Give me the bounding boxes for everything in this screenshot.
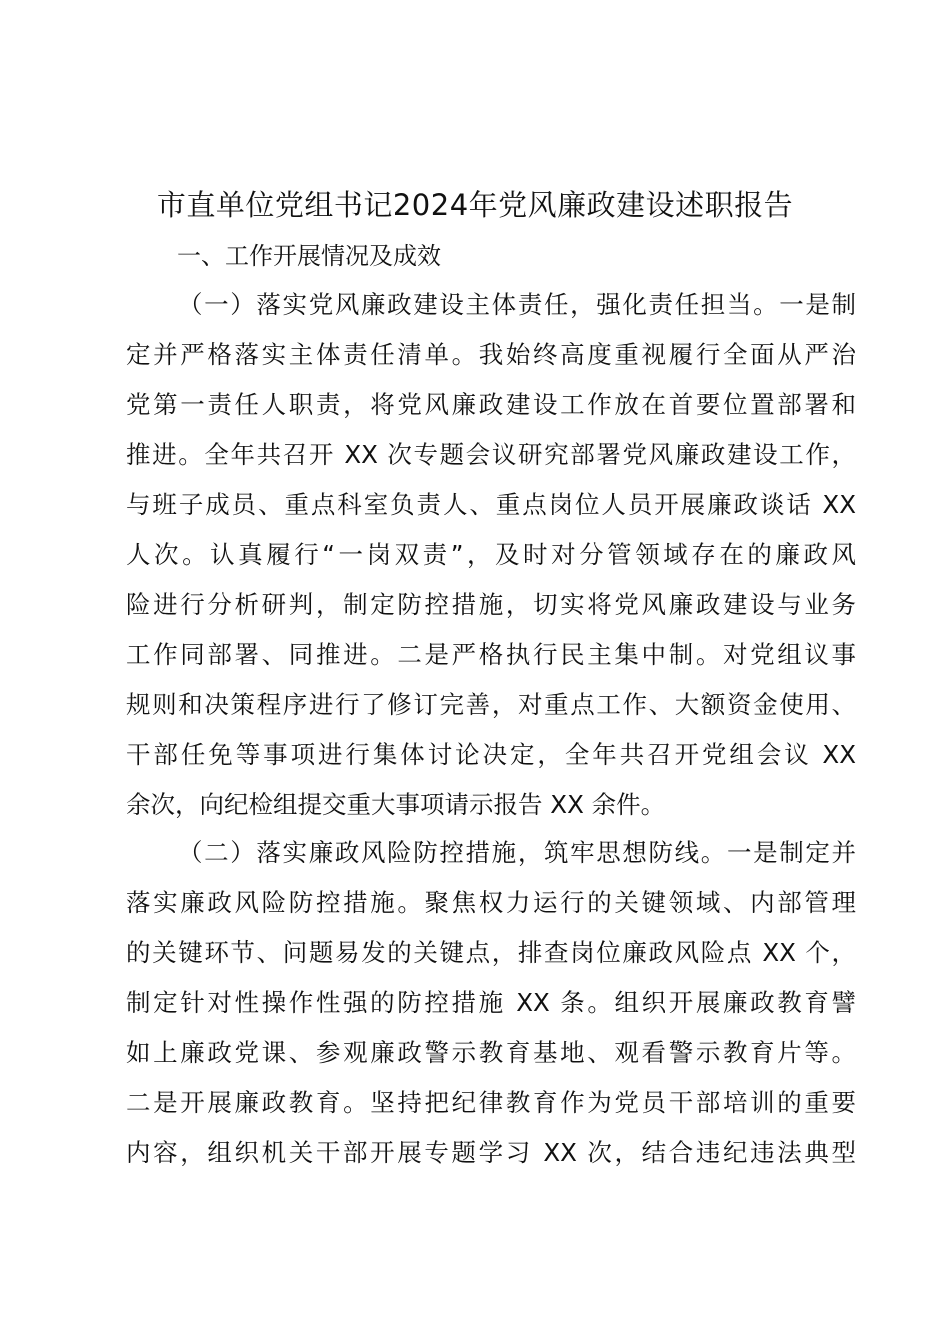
paragraph-line: 与班子成员、重点科室负责人、重点岗位人员开展廉政谈话 XX xyxy=(126,490,856,519)
paragraph-line: 余次，向纪检组提交重大事项请示报告 XX 余件。 xyxy=(126,790,666,819)
document-title: 市直单位党组书记2024年党风廉政建设述职报告 xyxy=(156,188,794,222)
paragraph-line: （二）落实廉政风险防控措施，筑牢思想防线。一是制定并 xyxy=(178,838,856,867)
paragraph-line: 二是开展廉政教育。坚持把纪律教育作为党员干部培训的重要 xyxy=(126,1088,856,1117)
paragraph-line: 工作同部署、同推进。二是严格执行民主集中制。对党组议事 xyxy=(126,640,856,669)
paragraph-line: 干部任免等事项进行集体讨论决定，全年共召开党组会议 XX xyxy=(126,740,856,769)
paragraph-line: 党第一责任人职责，将党风廉政建设工作放在首要位置部署和 xyxy=(126,390,856,419)
section-heading: 一、工作开展情况及成效 xyxy=(177,242,441,270)
paragraph-line: （一）落实党风廉政建设主体责任，强化责任担当。一是制 xyxy=(178,290,856,319)
paragraph-1 xyxy=(126,280,856,830)
paragraph-line: 定并严格落实主体责任清单。我始终高度重视履行全面从严治 xyxy=(126,340,856,369)
paragraph-line: 险进行分析研判，制定防控措施，切实将党风廉政建设与业务 xyxy=(126,590,856,619)
paragraph-line: 人次。认真履行“一岗双责”，及时对分管领域存在的廉政风 xyxy=(126,540,856,569)
paragraph-line: 落实廉政风险防控措施。聚焦权力运行的关键领域、内部管理 xyxy=(126,888,856,917)
paragraph-line: 制定针对性操作性强的防控措施 XX 条。组织开展廉政教育譬 xyxy=(126,988,856,1017)
paragraph-line: 内容，组织机关干部开展专题学习 XX 次，结合违纪违法典型 xyxy=(126,1138,856,1167)
paragraph-line: 推进。全年共召开 XX 次专题会议研究部署党风廉政建设工作， xyxy=(126,440,856,469)
paragraph-line: 的关键环节、问题易发的关键点，排查岗位廉政风险点 XX 个， xyxy=(126,938,856,967)
paragraph-2 xyxy=(126,828,856,1178)
paragraph-line: 规则和决策程序进行了修订完善，对重点工作、大额资金使用、 xyxy=(126,690,856,719)
paragraph-line: 如上廉政党课、参观廉政警示教育基地、观看警示教育片等。 xyxy=(126,1038,856,1067)
